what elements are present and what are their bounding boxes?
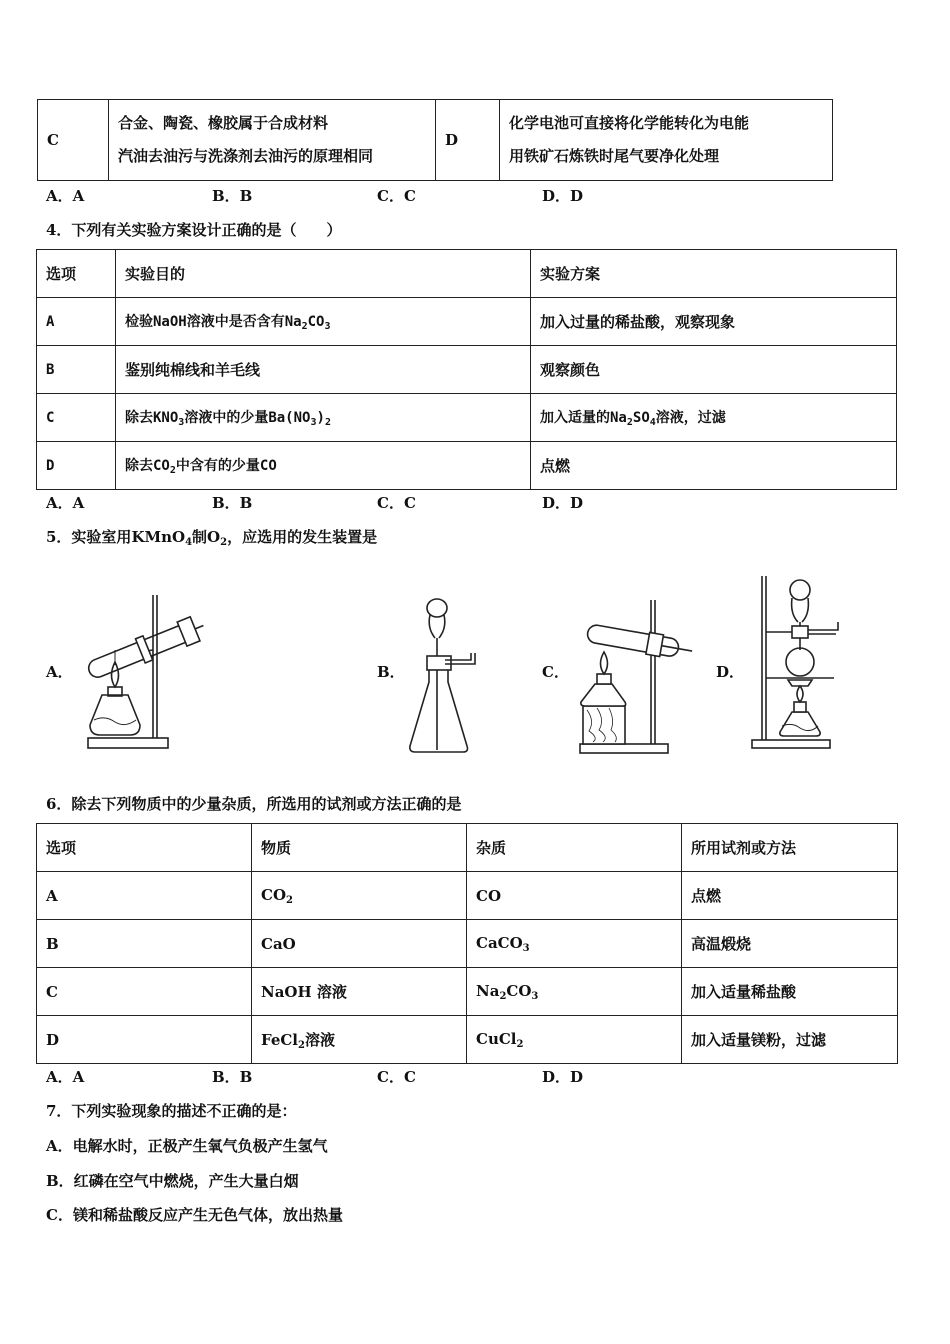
q6-row-b-option: B: [37, 920, 252, 968]
q6-row-a-option: A: [37, 872, 252, 920]
q6-row-b-substance: [252, 920, 467, 968]
subscript: 2: [499, 990, 507, 1002]
q4-row-c-purpose: [116, 394, 531, 442]
q4-header-purpose: 实验目的: [116, 250, 531, 298]
q4-option-c[interactable]: C．C: [377, 494, 416, 512]
q4-row-b-option: B: [37, 346, 116, 394]
q4-table: [36, 249, 897, 490]
q4-row-a-plan: 加入过量的稀盐酸，观察现象: [531, 298, 897, 346]
q4-header-option: 选项: [37, 250, 116, 298]
q6-row-a-substance-text: CO: [261, 885, 287, 904]
q4-row-d-purpose-text2: 中含有的少量CO: [175, 458, 277, 474]
apparatus-a-test-tube-heating-icon[interactable]: [80, 590, 220, 755]
q5-label-a[interactable]: A．: [46, 663, 73, 681]
q3-label-c: C: [38, 100, 109, 181]
q4-row-d-option: D: [37, 442, 116, 490]
q6-option-a[interactable]: A．A: [46, 1068, 85, 1086]
q4-row-a-purpose-text2: CO: [307, 314, 325, 330]
table-row: [37, 298, 897, 346]
q6-row-c-impurity: [467, 968, 682, 1016]
q5-label-c[interactable]: C．: [542, 663, 569, 681]
q6-header-method: 所用试剂或方法: [682, 824, 898, 872]
q3-option-d[interactable]: D．D: [542, 187, 584, 205]
subscript: 2: [286, 894, 293, 906]
q4-row-c-plan: [531, 394, 897, 442]
q4-row-c-option: C: [37, 394, 116, 442]
q6-option-b[interactable]: B．B: [212, 1068, 253, 1086]
q6-row-b-impurity-text: CaCO: [476, 933, 523, 952]
q4-row-c-plan-text2: SO: [632, 410, 650, 426]
q4-row-a-purpose-text: 检验NaOH溶液中是否含有Na: [125, 314, 302, 330]
q6-stem: 6．除去下列物质中的少量杂质，所选用的试剂或方法正确的是: [46, 795, 462, 813]
subscript: 3: [531, 990, 539, 1002]
q7-stem: 7．下列实验现象的描述不正确的是：: [46, 1102, 297, 1120]
q6-option-c[interactable]: C．C: [377, 1068, 416, 1086]
q6-row-a-impurity: [467, 872, 682, 920]
q4-stem: 4．下列有关实验方案设计正确的是（ ）: [46, 221, 342, 239]
q3-c-line2: 汽油去油污与洗涤剂去油污的原理相同: [118, 147, 374, 165]
q6-header-impurity: 杂质: [467, 824, 682, 872]
q4-row-c-purpose-text3: ): [316, 410, 325, 426]
table-row: [37, 346, 897, 394]
apparatus-b-flask-funnel-icon[interactable]: [405, 598, 485, 756]
q6-row-d-impurity-text: CuCl: [476, 1029, 517, 1048]
q5-label-b[interactable]: B．: [377, 663, 405, 681]
q3-statement-c: [109, 100, 436, 181]
table-row: [37, 442, 897, 490]
subscript: 2: [516, 1038, 524, 1050]
q5-stem-text2: 制O: [192, 528, 221, 546]
subscript: 3: [310, 417, 317, 428]
q6-row-b-impurity: [467, 920, 682, 968]
q5-label-d[interactable]: D．: [716, 663, 745, 681]
q3-option-b[interactable]: B．B: [212, 187, 253, 205]
subscript: 2: [298, 1039, 305, 1051]
q3-statement-d: [500, 100, 833, 181]
q6-row-b-substance-text: CaO: [261, 934, 296, 953]
q6-row-d-method: 加入适量镁粉，过滤: [682, 1016, 898, 1064]
q6-option-d[interactable]: D．D: [542, 1068, 584, 1086]
q6-row-a-impurity-text: CO: [476, 886, 502, 905]
q5-stem-text3: ，应选用的发生装置是: [227, 528, 378, 546]
q3-d-line2: 用铁矿石炼铁时尾气要净化处理: [509, 147, 720, 165]
q6-row-d-substance: [252, 1016, 467, 1064]
q6-row-c-substance-text: NaOH 溶液: [261, 983, 347, 1001]
q4-row-c-plan-text3: 溶液，过滤: [655, 410, 726, 426]
apparatus-c-test-tube-block-icon[interactable]: [575, 596, 700, 758]
q4-row-d-purpose-text: 除去CO: [125, 458, 170, 474]
q3-d-line1: 化学电池可直接将化学能转化为电能: [509, 114, 750, 132]
q4-header-plan: 实验方案: [531, 250, 897, 298]
subscript: 2: [301, 321, 308, 332]
subscript: 2: [220, 537, 228, 548]
q4-row-c-plan-text: 加入适量的Na: [540, 410, 627, 426]
q4-option-b[interactable]: B．B: [212, 494, 253, 512]
q6-row-d-substance-text2: 溶液: [304, 1030, 335, 1049]
q6-row-b-method: 高温煅烧: [682, 920, 898, 968]
table-row: [37, 920, 898, 968]
q5-stem-text: 5．实验室用KMnO: [46, 528, 186, 546]
subscript: 4: [185, 537, 193, 548]
q7-choice-c[interactable]: C．镁和稀盐酸反应产生无色气体，放出热量: [46, 1206, 343, 1224]
q6-row-d-impurity: [467, 1016, 682, 1064]
q4-row-a-purpose: [116, 298, 531, 346]
q6-header-substance: 物质: [252, 824, 467, 872]
subscript: 3: [522, 942, 530, 954]
table-row: [37, 394, 897, 442]
q4-row-c-purpose-text: 除去KNO: [125, 410, 179, 426]
table-row: [37, 872, 898, 920]
q4-option-a[interactable]: A．A: [46, 494, 85, 512]
q6-row-c-method: 加入适量稀盐酸: [682, 968, 898, 1016]
q6-row-c-impurity-text2: CO: [506, 981, 532, 1000]
q4-row-b-purpose: 鉴别纯棉线和羊毛线: [116, 346, 531, 394]
q4-row-c-purpose-text2: 溶液中的少量Ba(NO: [184, 410, 311, 426]
q6-row-d-substance-text: FeCl: [261, 1030, 299, 1049]
q6-row-c-option: C: [37, 968, 252, 1016]
subscript: 2: [626, 417, 633, 428]
q3-option-c[interactable]: C．C: [377, 187, 416, 205]
q3-label-d: D: [436, 100, 500, 181]
table-row: [37, 1016, 898, 1064]
subscript: 2: [324, 417, 331, 428]
q4-row-d-purpose: [116, 442, 531, 490]
q4-option-d[interactable]: D．D: [542, 494, 584, 512]
q5-stem: [46, 526, 377, 548]
q6-row-a-method: 点燃: [682, 872, 898, 920]
q4-row-b-plan: 观察颜色: [531, 346, 897, 394]
q4-row-d-plan: 点燃: [531, 442, 897, 490]
subscript: 3: [178, 417, 185, 428]
q4-row-a-option: A: [37, 298, 116, 346]
q6-row-c-impurity-text: Na: [476, 981, 500, 1000]
q7-choice-b[interactable]: B．红磷在空气中燃烧，产生大量白烟: [46, 1172, 299, 1190]
apparatus-d-round-flask-funnel-icon[interactable]: [748, 574, 848, 752]
subscript: 4: [649, 417, 656, 428]
q6-header-option: 选项: [37, 824, 252, 872]
subscript: 2: [169, 465, 176, 476]
q3-option-a[interactable]: A．A: [46, 187, 85, 205]
q3-c-line1: 合金、陶瓷、橡胶属于合成材料: [118, 114, 329, 132]
q6-row-d-option: D: [37, 1016, 252, 1064]
subscript: 3: [324, 321, 331, 332]
q6-table: [36, 823, 898, 1064]
q7-choice-a[interactable]: A．电解水时，正极产生氧气负极产生氢气: [46, 1137, 328, 1155]
q6-row-a-substance: [252, 872, 467, 920]
q6-row-c-substance: [252, 968, 467, 1016]
table-row: [37, 968, 898, 1016]
q3-options-table: [37, 99, 833, 181]
